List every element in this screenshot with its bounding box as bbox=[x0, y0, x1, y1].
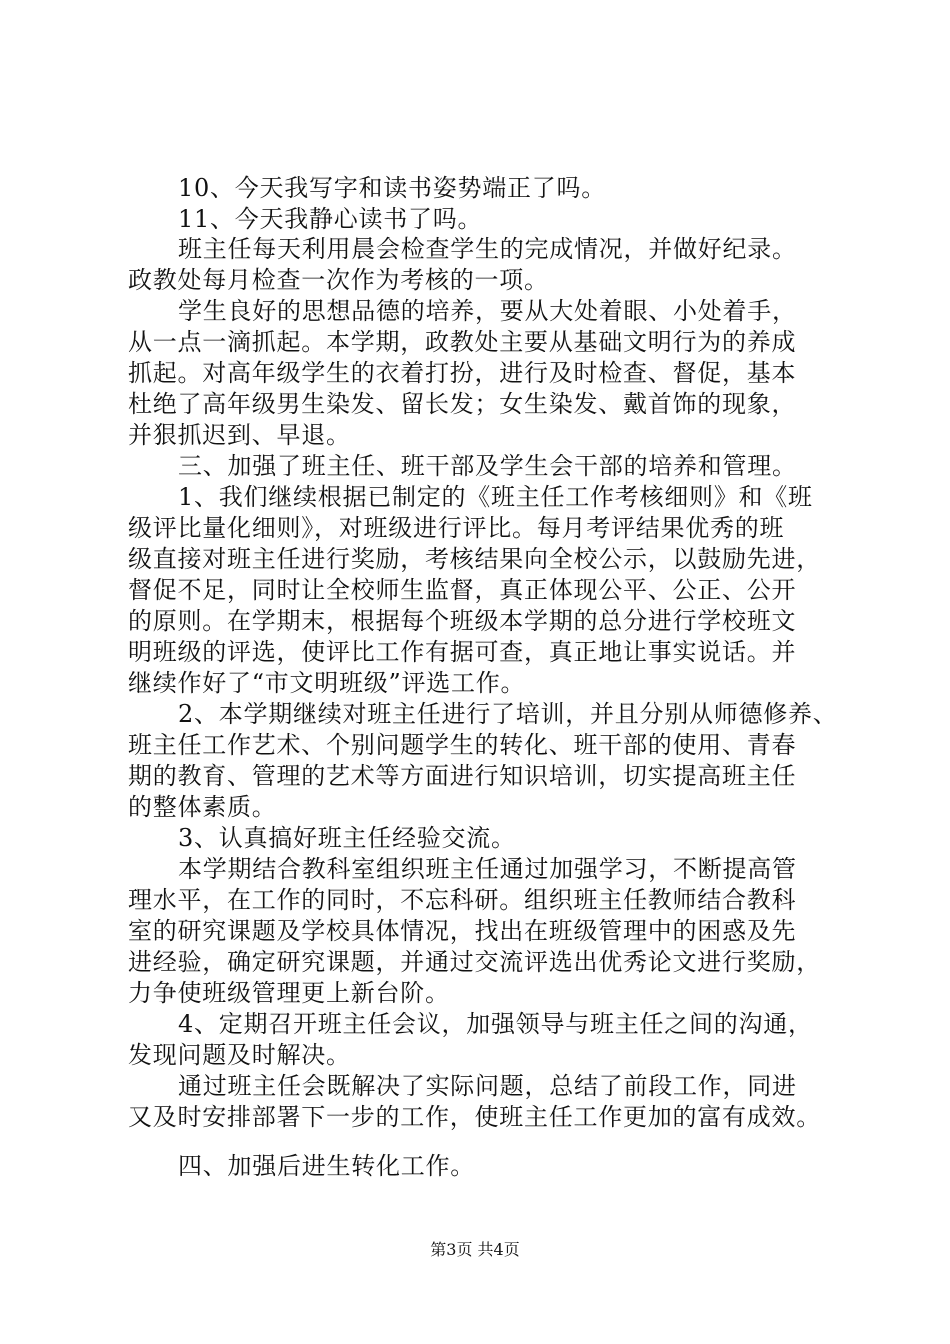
text-line: 明班级的评选，使评比工作有据可查，真正地让事实说话。并 bbox=[128, 638, 797, 666]
text-line: 4、定期召开班主任会议，加强领导与班主任之间的沟通， bbox=[178, 1010, 813, 1038]
text-line: 又及时安排部署下一步的工作，使班主任工作更加的富有成效。 bbox=[128, 1103, 821, 1131]
text-line: 3、认真搞好班主任经验交流。 bbox=[178, 824, 516, 852]
text-line: 期的教育、管理的艺术等方面进行知识培训，切实提高班主任 bbox=[128, 762, 797, 790]
text-line: 班主任工作艺术、个别问题学生的转化、班干部的使用、青春 bbox=[128, 731, 797, 759]
text-line: 并狠抓迟到、早退。 bbox=[128, 421, 351, 449]
text-line: 发现问题及时解决。 bbox=[128, 1041, 351, 1069]
text-line: 力争使班级管理更上新台阶。 bbox=[128, 979, 450, 1007]
text-line: 2、本学期继续对班主任进行了培训，并且分别从师德修养、 bbox=[178, 700, 838, 728]
text-line: 班主任每天利用晨会检查学生的完成情况，并做好纪录。 bbox=[178, 235, 797, 263]
text-line: 室的研究课题及学校具体情况，找出在班级管理中的困惑及先 bbox=[128, 917, 797, 945]
text-line: 抓起。对高年级学生的衣着打扮，进行及时检查、督促，基本 bbox=[128, 359, 797, 387]
text-line: 学生良好的思想品德的培养，要从大处着眼、小处着手， bbox=[178, 297, 797, 325]
text-line: 级评比量化细则》，对班级进行评比。每月考评结果优秀的班 bbox=[128, 514, 785, 542]
text-line: 政教处每月检查一次作为考核的一项。 bbox=[128, 266, 549, 294]
text-line: 1、我们继续根据已制定的《班主任工作考核细则》和《班 bbox=[178, 483, 813, 511]
text-line: 理水平，在工作的同时，不忘科研。组织班主任教师结合教科 bbox=[128, 886, 797, 914]
text-line: 10、今天我写字和读书姿势端正了吗。 bbox=[178, 174, 607, 202]
text-line: 杜绝了高年级男生染发、留长发；女生染发、戴首饰的现象， bbox=[128, 390, 797, 418]
page-number-footer: 第3页 共4页 bbox=[430, 1240, 520, 1259]
section-heading: 四、加强后进生转化工作。 bbox=[178, 1152, 475, 1180]
text-line: 本学期结合教科室组织班主任通过加强学习，不断提高管 bbox=[178, 855, 797, 883]
section-heading: 三、加强了班主任、班干部及学生会干部的培养和管理。 bbox=[178, 452, 797, 480]
text-line: 级直接对班主任进行奖励，考核结果向全校公示，以鼓励先进， bbox=[128, 545, 821, 573]
text-line: 11、今天我静心读书了吗。 bbox=[178, 205, 483, 233]
text-line: 的整体素质。 bbox=[128, 793, 277, 821]
text-line: 继续作好了“市文明班级”评选工作。 bbox=[128, 669, 526, 697]
text-line: 从一点一滴抓起。本学期，政教处主要从基础文明行为的养成 bbox=[128, 328, 797, 356]
text-line: 进经验，确定研究课题，并通过交流评选出优秀论文进行奖励， bbox=[128, 948, 821, 976]
text-line: 通过班主任会既解决了实际问题，总结了前段工作，同进 bbox=[178, 1072, 797, 1100]
text-line: 督促不足，同时让全校师生监督，真正体现公平、公正、公开 bbox=[128, 576, 797, 604]
text-line: 的原则。在学期末，根据每个班级本学期的总分进行学校班文 bbox=[128, 607, 797, 635]
